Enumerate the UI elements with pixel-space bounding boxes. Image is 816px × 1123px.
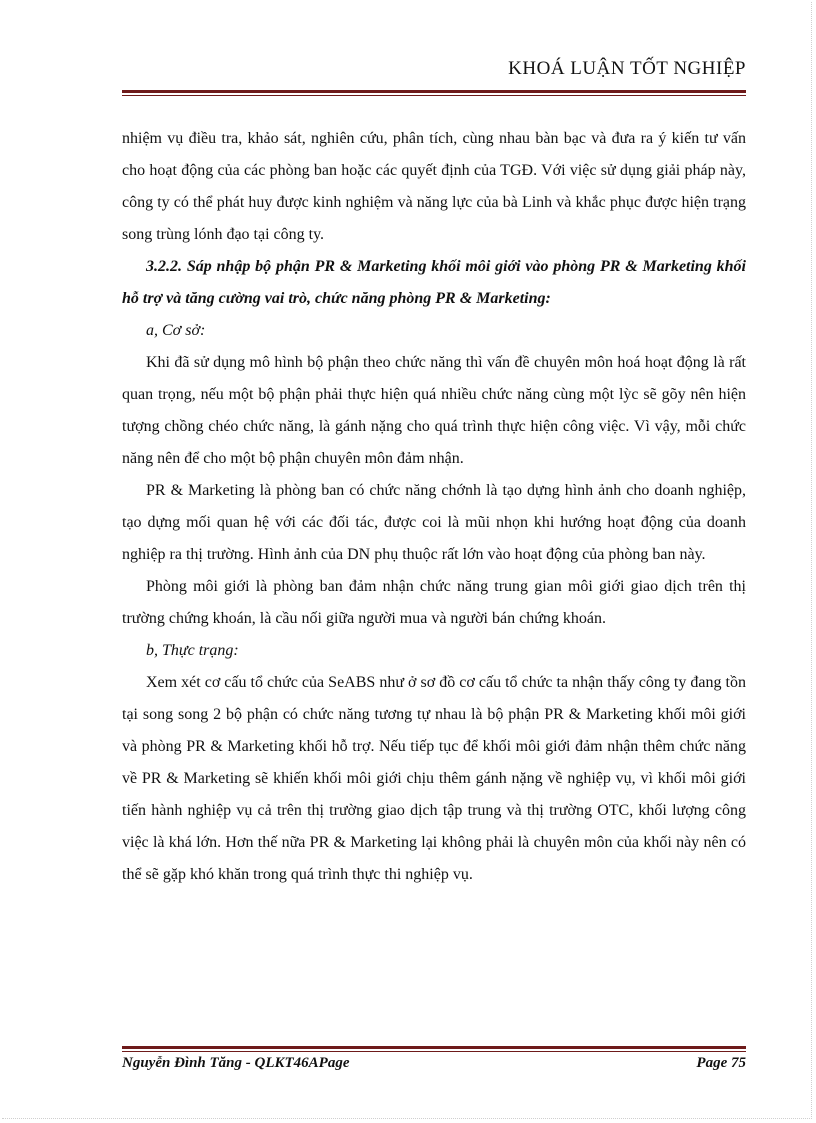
document-body <box>122 123 746 891</box>
paragraph-1: nhiệm vụ điều tra, khảo sát, nghiên cứu, phân tích, cùng nhau bàn bạc và đưa ra ý kiến tư vấn cho hoạt động của các phòng ban hoặc các quyết định của TGĐ. Với việc sử dụng giải pháp này, công ty có thể phát huy được kinh nghiệm và năng lực của bà Linh và khắc phục được hiện trạng song trùng lónh đạo tại công ty. <box>122 130 746 243</box>
footer-divider <box>122 1046 746 1052</box>
paragraph-3: PR & Marketing là phòng ban có chức năng chớnh là tạo dựng hình ảnh cho doanh nghiệp, tạo dựng mối quan hệ với các đối tác, được coi là mũi nhọn khi hướng hoạt động của doanh nghiệp ra thị trường. Hình ảnh của DN phụ thuộc rất lớn vào hoạt động của phòng ban này. <box>122 482 746 563</box>
paragraph-5: Xem xét cơ cấu tổ chức của SeABS như ở sơ đồ cơ cấu tổ chức ta nhận thấy công ty đang tồn tại song song 2 bộ phận có chức năng tương tự nhau là bộ phận PR & Marketing khối môi giới và phòng PR & Marketing khối hỗ trợ. Nếu tiếp tục để khối môi giới đảm nhận thêm chức năng về PR & Marketing sẽ khiến khối môi giới chịu thêm gánh nặng về nghiệp vụ, vì khối môi giới tiến hành nghiệp vụ cả trên thị trường giao dịch tập trung và thị trường OTC, khối lượng công việc là khá lớn. Hơn thế nữa PR & Marketing lại không phải là chuyên môn của khối này nên có thể sẽ gặp khó khăn trong quá trình thực thi nghiệp vụ. <box>122 674 746 883</box>
footer <box>122 1055 746 1072</box>
subheading-b: b, Thực trạng: <box>146 642 239 659</box>
page-number: Page 75 <box>696 1055 746 1071</box>
header-title: KHOÁ LUẬN TỐT NGHIỆP <box>508 58 746 79</box>
paragraph-4: Phòng môi giới là phòng ban đảm nhận chức năng trung gian môi giới giao dịch trên thị trường chứng khoán, là cầu nối giữa người mua và người bán chứng khoán. <box>122 578 746 627</box>
footer-author: Nguyễn Đình Tăng - QLKT46APage <box>122 1055 350 1071</box>
header-divider <box>122 90 746 96</box>
section-heading: 3.2.2. Sáp nhập bộ phận PR & Marketing khối môi giới vào phòng PR & Marketing khối hỗ trợ và tăng cường vai trò, chức năng phòng PR & Marketing: <box>122 258 746 307</box>
paragraph-2: Khi đã sử dụng mô hình bộ phận theo chức năng thì vấn đề chuyên môn hoá hoạt động là rất quan trọng, nếu một bộ phận phải thực hiện quá nhiều chức năng cùng một lỳc sẽ gõy nên hiện tượng chồng chéo chức năng, là gánh nặng cho quá trình thực hiện công việc. Vì vậy, mỗi chức năng nên để cho một bộ phận chuyên môn đảm nhận. <box>122 354 746 467</box>
subheading-a: a, Cơ sở: <box>146 322 206 339</box>
